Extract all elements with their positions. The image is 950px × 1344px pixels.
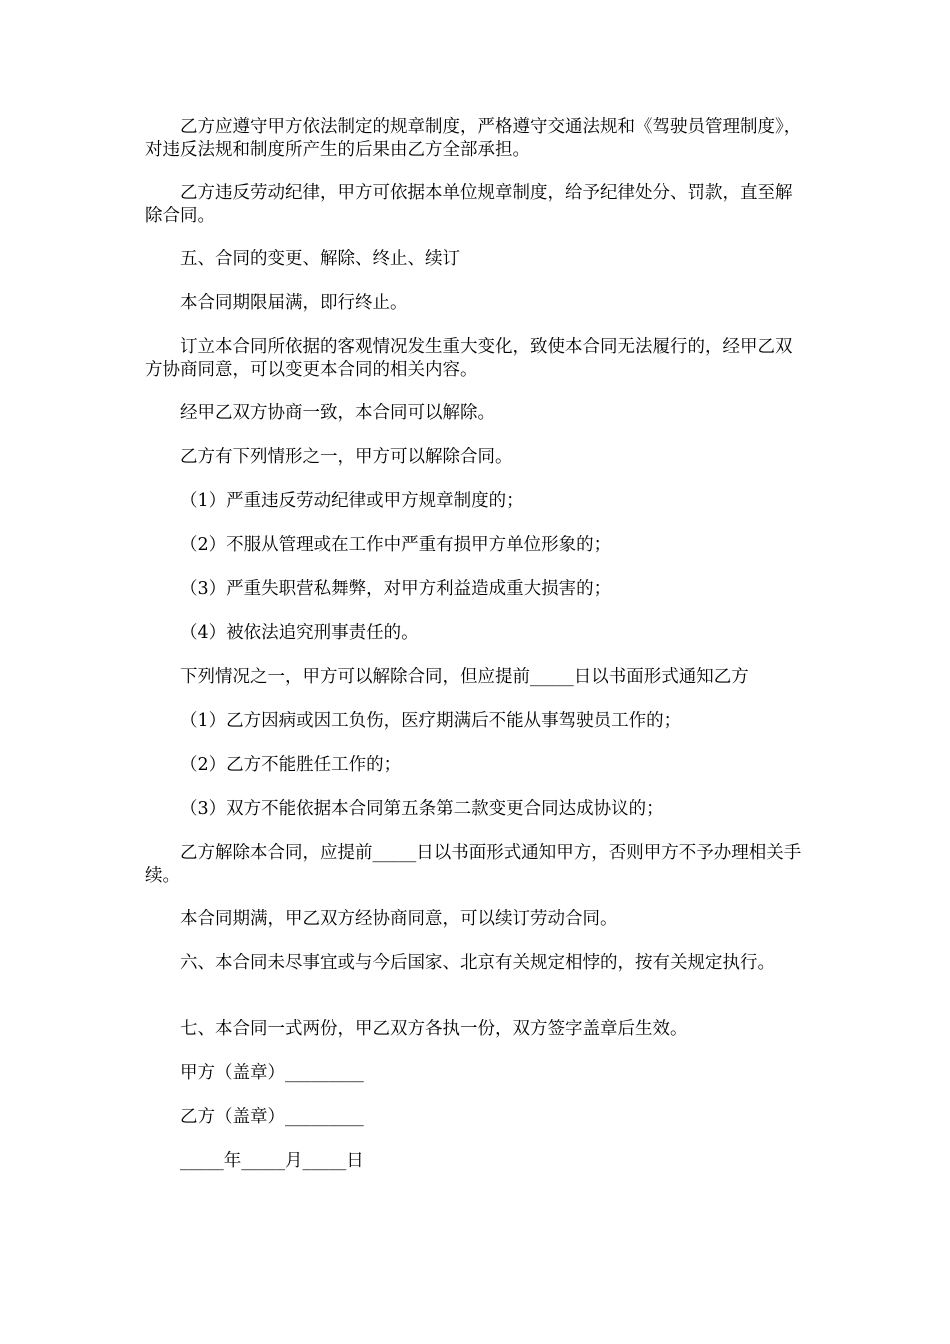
section-heading-7: 七、本合同一式两份，甲乙双方各执一份，双方签字盖章后生效。	[180, 1019, 688, 1039]
signature-date: _____年_____月_____日	[180, 1151, 364, 1171]
list-item-1: （1）严重违反劳动纪律或甲方规章制度的；	[180, 491, 524, 511]
list-item-6: （2）乙方不能胜任工作的；	[180, 755, 402, 775]
list-item-2: （2）不服从管理或在工作中严重有损甲方单位形象的；	[180, 535, 612, 555]
section-heading-6: 六、本合同未尽事宜或与今后国家、北京有关规定相悖的，按有关规定执行。	[180, 953, 775, 973]
list-item-5: （1）乙方因病或因工负伤，医疗期满后不能从事驾驶员工作的；	[180, 711, 682, 731]
paragraph-mutual-termination: 经甲乙双方协商一致，本合同可以解除。	[180, 403, 495, 423]
paragraph-labor-discipline: 乙方违反劳动纪律，甲方可依据本单位规章制度，给予纪律处分、罚款，直至解除合同。	[145, 183, 793, 226]
list-item-4: （4）被依法追究刑事责任的。	[180, 623, 419, 643]
paragraph-renewal: 本合同期满，甲乙双方经协商同意，可以续订劳动合同。	[180, 909, 618, 929]
paragraph-termination-cases: 乙方有下列情形之一，甲方可以解除合同。	[180, 447, 513, 467]
paragraph-traffic-rules: 乙方应遵守甲方依法制定的规章制度，严格遵守交通法规和《驾驶员管理制度》，对违反法规和制度所产生的后果由乙方全部承担。	[145, 117, 802, 160]
paragraph-employee-resignation: 乙方解除本合同，应提前_____日以书面形式通知甲方，否则甲方不予办理相关手续。	[145, 843, 802, 886]
signature-party-b: 乙方（盖章）_________	[180, 1107, 364, 1127]
paragraph-term-expiry: 本合同期限届满，即行终止。	[180, 293, 408, 313]
paragraph-change-contract: 订立本合同所依据的客观情况发生重大变化，致使本合同无法履行的，经甲乙双方协商同意，可以变更本合同的相关内容。	[145, 337, 793, 380]
section-heading-5: 五、合同的变更、解除、终止、续订	[180, 249, 460, 269]
list-item-7: （3）双方不能依据本合同第五条第二款变更合同达成协议的；	[180, 799, 664, 819]
list-item-3: （3）严重失职营私舞弊，对甲方利益造成重大损害的；	[180, 579, 612, 599]
paragraph-notice-termination: 下列情况之一，甲方可以解除合同，但应提前_____日以书面形式通知乙方	[180, 667, 749, 687]
signature-party-a: 甲方（盖章）_________	[180, 1063, 364, 1083]
